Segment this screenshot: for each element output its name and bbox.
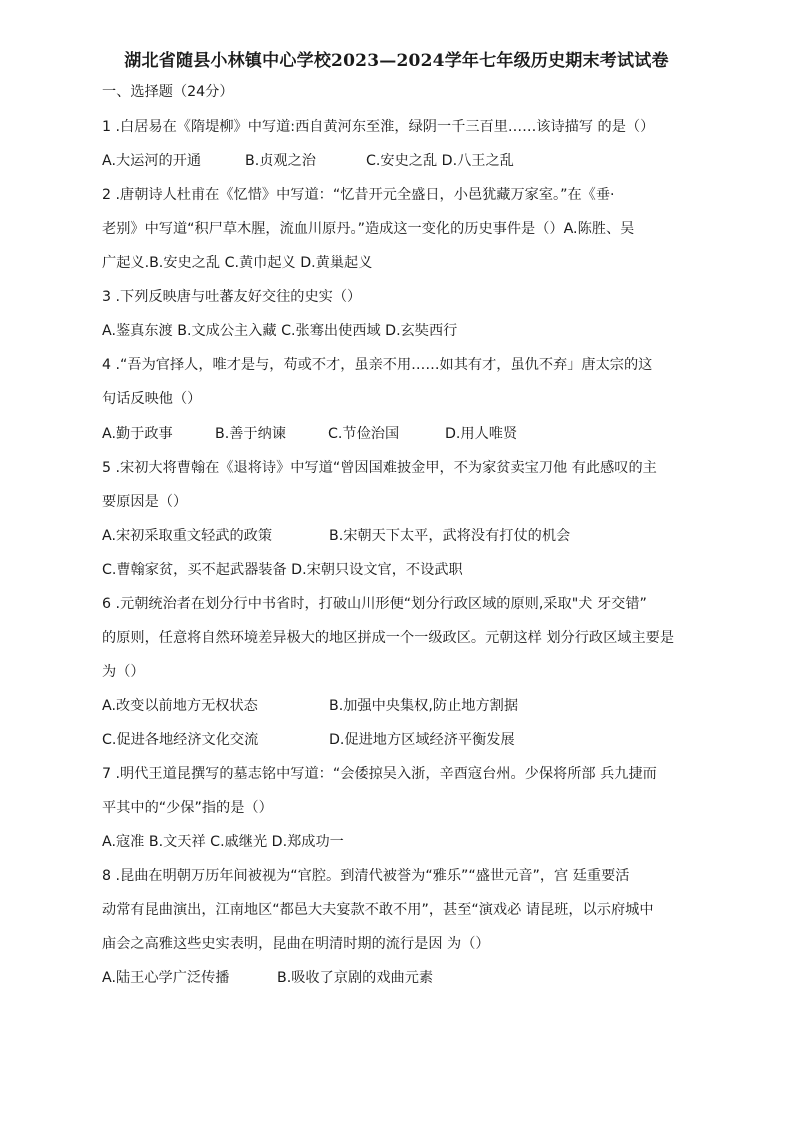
question-5-option-cd: C.曹翰家贫，买不起武器装备 D.宋朝只设文官，不设武职	[102, 562, 463, 578]
question-1-stem: 1 .白居易在《隋堤柳》中写道:西自黄河东至淮，绿阴一千三百里……该诗描写 的是（）	[102, 119, 655, 135]
question-2-stem-line-1: 2 .唐朝诗人杜甫在《忆惜》中写道：“忆昔开元全盛日，小邑犹藏万家室。”在《垂·	[102, 187, 615, 203]
question-1-option-b: B.贞观之治	[245, 153, 316, 169]
question-2-stem-line-3: 广起义.B.安史之乱 C.黄巾起义 D.黄巢起义	[102, 255, 373, 271]
question-7-stem-line-1: 7 .明代王道昆撰写的墓志铭中写道：“会倭掠吴入浙，辛酉寇台州。少保将所部 兵九捷而	[102, 766, 657, 782]
question-1-option-a: A.大运河的开通	[102, 153, 202, 169]
question-5-option-a: A.宋初采取重文轻武的政策	[102, 528, 273, 544]
question-6-stem-line-1: 6 .元朝统治者在划分行中书省时，打破山川形便“划分行政区域的原则,采取"犬 牙交错”	[102, 596, 647, 612]
question-8-option-a: A.陆王心学广泛传播	[102, 970, 230, 986]
question-4-option-c: C.节俭治国	[328, 426, 400, 442]
question-6-stem-line-2: 的原则，任意将自然环境差异极大的地区拼成一个一级政区。元朝这样 划分行政区域主要是	[102, 630, 675, 646]
question-4-stem-line-1: 4 .“吾为官择人，唯才是与，苟或不才，虽亲不用……如其有才，虽仇不弃」唐太宗的这	[102, 357, 653, 373]
question-6-option-c: C.促进各地经济文化交流	[102, 732, 259, 748]
question-7-options: A.寇准 B.文天祥 C.戚继光 D.郑成功一	[102, 834, 344, 850]
section-heading: 一、选择题（24分）	[102, 84, 234, 100]
question-5-stem-line-1: 5 .宋初大将曹翰在《退将诗》中写道“曾因国难披金甲，不为家贫卖宝刀他 有此感叹的主	[102, 460, 657, 476]
question-7-stem-line-2: 平其中的“少保”指的是（）	[102, 800, 273, 816]
question-5-stem-line-2: 要原因是（）	[102, 494, 188, 510]
exam-title: 湖北省随县小林镇中心学校2023—2024学年七年级历史期末考试试卷	[124, 51, 669, 71]
question-2-stem-line-2: 老别》中写道“积尸草木腥，流血川原丹。”造成这一变化的历史事件是（）A.陈胜、吴	[102, 221, 635, 237]
question-3-options: A.鉴真东渡 B.文成公主入藏 C.张骞出使西域 D.玄奘西行	[102, 323, 458, 339]
question-6-option-d: D.促进地方区域经济平衡发展	[329, 732, 515, 748]
question-5-option-b: B.宋朝天下太平，武将没有打仗的机会	[329, 528, 571, 544]
question-4-option-b: B.善于纳谏	[215, 426, 286, 442]
question-1-option-cd: C.安史之乱 D.八王之乱	[366, 153, 514, 169]
question-8-option-b: B.吸收了京剧的戏曲元素	[277, 970, 434, 986]
question-8-stem-line-1: 8 .昆曲在明朝万历年间被视为“官腔。到清代被誉为“雅乐”“盛世元音”，宫 廷重要活	[102, 868, 630, 884]
question-6-stem-line-3: 为（）	[102, 664, 145, 680]
question-6-option-b: B.加强中央集权,防止地方割据	[329, 698, 519, 714]
question-6-option-a: A.改变以前地方无权状态	[102, 698, 258, 714]
question-8-stem-line-2: 动常有昆曲演出，江南地区“都邑大夫宴款不敢不用”，甚至“演戏必 请昆班，以示府城中	[102, 902, 654, 918]
question-4-option-d: D.用人唯贤	[445, 426, 518, 442]
question-4-option-a: A.勤于政事	[102, 426, 173, 442]
question-3-stem: 3 .下列反映唐与吐蕃友好交往的史实（）	[102, 289, 362, 305]
question-8-stem-line-3: 庙会之高雅这些史实表明，昆曲在明清时期的流行是因 为（）	[102, 936, 490, 952]
question-4-stem-line-2: 句话反映他（）	[102, 391, 202, 407]
